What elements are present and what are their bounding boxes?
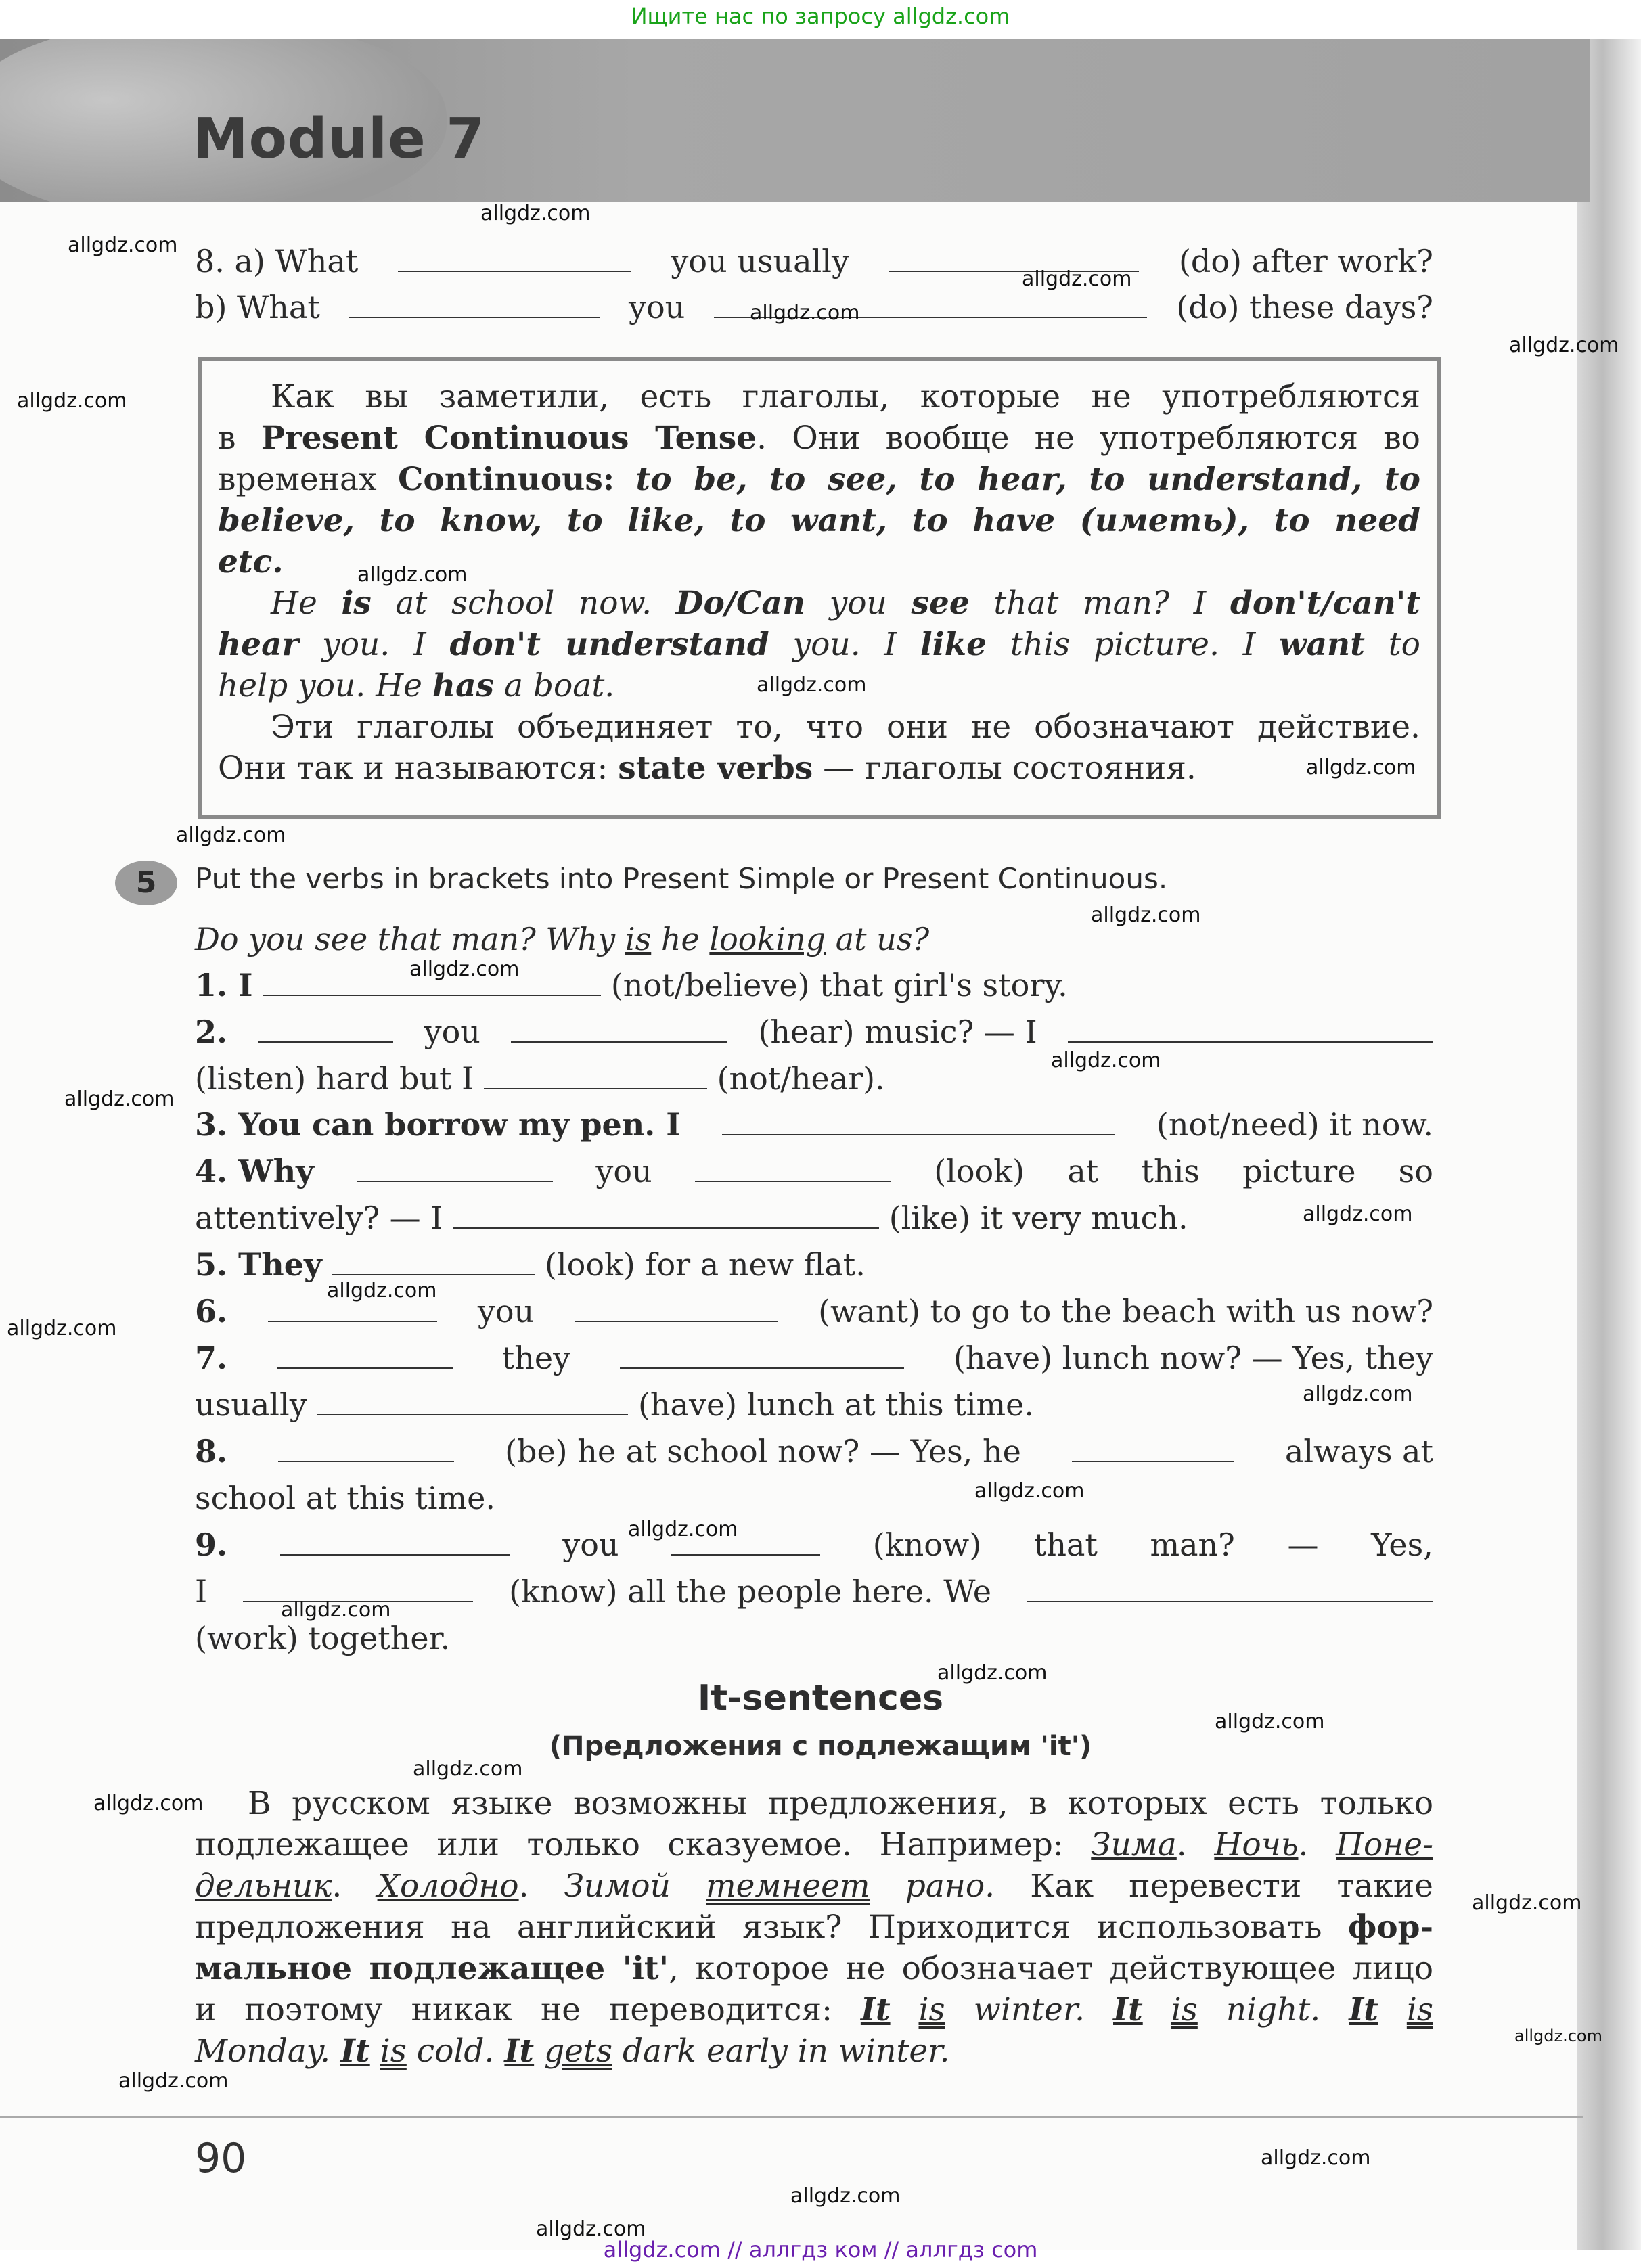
answer-blank[interactable] bbox=[332, 1247, 535, 1275]
answer-blank[interactable] bbox=[695, 1154, 891, 1182]
rule-line: Эти глаголы объединяет то, что они не обозначают действие. bbox=[271, 708, 1420, 746]
answer-blank[interactable] bbox=[258, 1014, 393, 1043]
exercise-item-9-cont: I (know) all the people here. We bbox=[195, 1570, 1433, 1612]
exercise-item-9: 9. you (know) that man? — Yes, bbox=[195, 1526, 1433, 1563]
ex8-b-mid: you bbox=[628, 289, 685, 325]
exercise-item-1: 1. I (not/believe) that girl's story. bbox=[195, 967, 1068, 1003]
watermark[interactable]: allgdz.com bbox=[327, 1279, 437, 1302]
watermark[interactable]: allgdz.com bbox=[480, 202, 591, 225]
answer-blank[interactable] bbox=[349, 290, 600, 318]
exercise-item-5: 5. They (look) for a new flat. bbox=[195, 1246, 866, 1283]
watermark[interactable]: allgdz.com bbox=[974, 1479, 1085, 1503]
answer-blank[interactable] bbox=[453, 1200, 879, 1229]
exercise-item-6: 6. you (want) to go to the beach with us now? bbox=[195, 1293, 1433, 1330]
answer-blank[interactable] bbox=[357, 1154, 553, 1182]
watermark[interactable]: allgdz.com bbox=[536, 2217, 646, 2241]
answer-blank[interactable] bbox=[317, 1387, 628, 1415]
theory-line: и поэтому никак не переводится: It is winter. It is night. It is bbox=[195, 1991, 1433, 2028]
watermark[interactable]: allgdz.com bbox=[1303, 1382, 1413, 1406]
answer-blank[interactable] bbox=[277, 1340, 453, 1369]
section-title: It-sentences bbox=[697, 1678, 944, 1719]
answer-blank[interactable] bbox=[511, 1014, 727, 1043]
answer-blank[interactable] bbox=[575, 1294, 778, 1322]
answer-blank[interactable] bbox=[620, 1340, 904, 1369]
watermark[interactable]: allgdz.com bbox=[409, 957, 520, 981]
exercise-item-4: 4. Why you (look) at this picture so bbox=[195, 1153, 1433, 1189]
rule-line: Они так и называются: state verbs — глаголы состояния. bbox=[218, 750, 1196, 787]
theory-line: мальное подлежащее 'it', которое не обозначает действующее лицо bbox=[195, 1950, 1433, 1987]
ex8-b-verb: (do) these days? bbox=[1176, 289, 1433, 325]
exercise-number-badge: 5 bbox=[115, 861, 177, 905]
rule-line: в Present Continuous Tense. Они вообще не употребляются во bbox=[218, 419, 1420, 457]
watermark[interactable]: allgdz.com bbox=[628, 1518, 738, 1541]
watermark[interactable]: allgdz.com bbox=[1261, 2146, 1371, 2170]
watermark[interactable]: allgdz.com bbox=[281, 1598, 391, 1622]
exercise-item-8-cont: school at this time. bbox=[195, 1480, 495, 1516]
rule-example-line: hear you. I don't understand you. I like this picture. I want to bbox=[218, 626, 1420, 663]
exercise-instruction: Put the verbs in brackets into Present Simple or Present Continuous. bbox=[195, 862, 1168, 895]
watermark[interactable]: allgdz.com bbox=[1215, 1710, 1325, 1733]
watermark[interactable]: allgdz.com bbox=[93, 1792, 204, 1815]
watermark[interactable]: allgdz.com bbox=[1091, 903, 1201, 927]
watermark[interactable]: allgdz.com bbox=[1051, 1049, 1161, 1072]
exercise-item-3: 3. You can borrow my pen. I (not/need) it now. bbox=[195, 1106, 1433, 1143]
watermark[interactable]: allgdz.com bbox=[790, 2184, 901, 2208]
rule-example-line: He is at school now. Do/Can you see that man? I don't/can't bbox=[271, 585, 1420, 622]
exercise-item-2-cont: (listen) hard but I (not/hear). bbox=[195, 1060, 885, 1097]
theory-line: Monday. It is cold. It gets dark early in winter. bbox=[195, 2033, 950, 2070]
watermark[interactable]: allgdz.com bbox=[64, 1087, 175, 1111]
watermark[interactable]: allgdz.com bbox=[750, 301, 860, 325]
exercise-item-7-cont: usually (have) lunch at this time. bbox=[195, 1386, 1034, 1423]
answer-blank[interactable] bbox=[1027, 1574, 1433, 1602]
watermark[interactable]: allgdz.com bbox=[1303, 1202, 1413, 1226]
footer-divider bbox=[0, 2116, 1583, 2118]
answer-blank[interactable] bbox=[484, 1061, 707, 1089]
watermark[interactable]: allgdz.com bbox=[1022, 267, 1132, 291]
rule-example-line: help you. He has a boat. bbox=[218, 667, 615, 704]
watermark[interactable]: allgdz.com bbox=[1472, 1891, 1582, 1915]
watermark[interactable]: allgdz.com bbox=[176, 823, 286, 847]
answer-blank[interactable] bbox=[722, 1107, 1115, 1135]
top-site-note[interactable]: Ищите нас по запросу allgdz.com bbox=[631, 3, 1010, 29]
exercise-item-8: 8. (be) he at school now? — Yes, he always at bbox=[195, 1433, 1433, 1470]
exercise-item-2: 2. you (hear) music? — I bbox=[195, 1011, 1433, 1053]
rule-line: Как вы заметили, есть глаголы, которые не употребляются bbox=[271, 378, 1420, 415]
watermark[interactable]: allgdz.com bbox=[1514, 2026, 1602, 2045]
ex8-a-mid: you usually bbox=[671, 243, 849, 279]
answer-blank[interactable] bbox=[280, 1527, 510, 1556]
watermark[interactable]: allgdz.com bbox=[68, 233, 178, 257]
answer-blank[interactable] bbox=[1068, 1014, 1433, 1043]
theory-line: дельник. Холодно. Зимой темнеет рано. Как перевести такие bbox=[195, 1867, 1433, 1905]
module-header bbox=[0, 39, 1590, 202]
watermark[interactable]: allgdz.com bbox=[17, 389, 127, 413]
answer-blank[interactable] bbox=[1072, 1434, 1234, 1462]
watermark[interactable]: allgdz.com bbox=[937, 1661, 1048, 1685]
watermark[interactable]: allgdz.com bbox=[1509, 334, 1619, 357]
exercise-example: Do you see that man? Why is he looking at us? bbox=[195, 921, 930, 957]
watermark[interactable]: allgdz.com bbox=[7, 1317, 117, 1340]
watermark[interactable]: allgdz.com bbox=[413, 1757, 523, 1781]
exercise-item-9-end: (work) together. bbox=[195, 1620, 451, 1656]
ex8-a-verb: (do) after work? bbox=[1178, 243, 1433, 279]
watermark[interactable]: allgdz.com bbox=[1306, 756, 1416, 779]
page-number: 90 bbox=[195, 2135, 247, 2182]
watermark[interactable]: allgdz.com bbox=[118, 2069, 229, 2093]
answer-blank[interactable] bbox=[278, 1434, 454, 1462]
rule-line: etc. bbox=[218, 543, 284, 581]
bottom-site-links[interactable]: allgdz.com // аллгдз ком // аллгдз com bbox=[603, 2237, 1038, 2263]
theory-line: предложения на английский язык? Приходится использовать фор- bbox=[195, 1909, 1433, 1946]
ex8-b-prefix: b) What bbox=[195, 289, 320, 325]
ex8-a-prefix: 8. a) What bbox=[195, 243, 359, 279]
theory-line: В русском языке возможны предложения, в которых есть только bbox=[248, 1785, 1433, 1822]
exercise-item-7: 7. they (have) lunch now? — Yes, they bbox=[195, 1340, 1433, 1376]
section-subtitle: (Предложения с подлежащим 'it') bbox=[549, 1731, 1092, 1762]
module-title: Module 7 bbox=[193, 107, 486, 171]
exercise-item-4-cont: attentively? — I (like) it very much. bbox=[195, 1200, 1188, 1236]
answer-blank[interactable] bbox=[398, 244, 631, 272]
rule-line: временах Continuous: to be, to see, to hear, to understand, to bbox=[218, 461, 1420, 498]
page-binding-shadow bbox=[1577, 39, 1641, 2250]
watermark[interactable]: allgdz.com bbox=[757, 673, 867, 697]
grammar-rule-box bbox=[198, 357, 1441, 819]
ex8-line-a bbox=[195, 240, 1433, 282]
rule-line: believe, to know, to like, to want, to have (иметь), to need bbox=[218, 502, 1420, 539]
theory-line: подлежащее или только сказуемое. Например: Зима. Ночь. Поне- bbox=[195, 1826, 1433, 1863]
watermark[interactable]: allgdz.com bbox=[357, 563, 468, 587]
theory-paragraph bbox=[195, 1783, 1433, 2072]
